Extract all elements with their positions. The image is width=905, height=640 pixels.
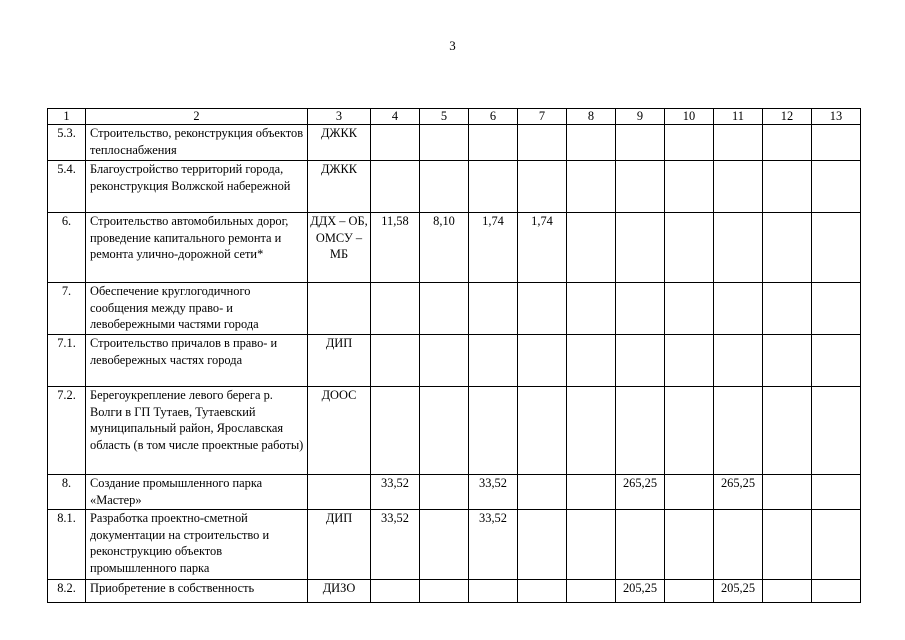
value-cell: 33,52	[469, 475, 518, 510]
value-cell: 33,52	[371, 475, 420, 510]
value-cell	[420, 580, 469, 603]
value-cell	[714, 213, 763, 283]
value-cell	[812, 161, 861, 213]
value-cell	[371, 161, 420, 213]
row-name-cell: Строительство причалов в право- и левобережных частях города	[86, 335, 308, 387]
value-cell	[665, 213, 714, 283]
header-cell: 9	[616, 109, 665, 125]
value-cell	[812, 335, 861, 387]
table-row	[48, 387, 861, 475]
row-name-cell: Разработка проектно-сметной документации на строительство и реконструкцию объектов промышленного парка	[86, 510, 308, 580]
row-org-cell: ДДХ – ОБ, ОМСУ – МБ	[308, 213, 371, 283]
header-cell: 8	[567, 109, 616, 125]
value-cell	[665, 335, 714, 387]
row-name-cell: Создание промышленного парка «Мастер»	[86, 475, 308, 510]
row-name-cell: Берегоукрепление левого берега р. Волги в ГП Тутаев, Тутаевский муниципальный район, Ярославская область (в том числе проектные работы)	[86, 387, 308, 475]
table-row	[48, 125, 861, 161]
value-cell	[665, 580, 714, 603]
table-row	[48, 510, 861, 580]
row-number-cell: 8.1.	[48, 510, 86, 580]
value-cell	[812, 387, 861, 475]
header-cell: 6	[469, 109, 518, 125]
value-cell	[420, 161, 469, 213]
value-cell	[763, 283, 812, 335]
value-cell	[420, 125, 469, 161]
header-cell: 5	[420, 109, 469, 125]
row-name-cell: Строительство автомобильных дорог, проведение капитального ремонта и ремонта улично-дорожной сети*	[86, 213, 308, 283]
value-cell	[518, 510, 567, 580]
value-cell	[420, 335, 469, 387]
value-cell	[763, 161, 812, 213]
value-cell	[420, 283, 469, 335]
table-row	[48, 213, 861, 283]
row-number-cell: 6.	[48, 213, 86, 283]
value-cell	[714, 510, 763, 580]
row-org-cell: ДИЗО	[308, 580, 371, 603]
value-cell	[567, 213, 616, 283]
header-cell: 7	[518, 109, 567, 125]
value-cell	[812, 213, 861, 283]
row-number-cell: 5.3.	[48, 125, 86, 161]
value-cell	[518, 335, 567, 387]
value-cell	[371, 125, 420, 161]
value-cell	[567, 283, 616, 335]
row-name-cell: Строительство, реконструкция объектов теплоснабжения	[86, 125, 308, 161]
value-cell	[469, 161, 518, 213]
value-cell: 205,25	[714, 580, 763, 603]
value-cell	[812, 510, 861, 580]
table-row	[48, 335, 861, 387]
header-cell: 12	[763, 109, 812, 125]
value-cell	[469, 283, 518, 335]
value-cell	[567, 510, 616, 580]
row-number-cell: 8.	[48, 475, 86, 510]
value-cell	[469, 580, 518, 603]
value-cell	[616, 510, 665, 580]
value-cell	[616, 213, 665, 283]
value-cell	[714, 161, 763, 213]
value-cell	[714, 387, 763, 475]
value-cell	[518, 125, 567, 161]
value-cell	[616, 335, 665, 387]
value-cell	[763, 580, 812, 603]
value-cell	[469, 335, 518, 387]
value-cell	[763, 213, 812, 283]
value-cell	[616, 283, 665, 335]
value-cell: 33,52	[371, 510, 420, 580]
table-row	[48, 580, 861, 603]
value-cell	[567, 335, 616, 387]
header-cell: 2	[86, 109, 308, 125]
value-cell	[616, 161, 665, 213]
value-cell	[812, 475, 861, 510]
value-cell	[567, 475, 616, 510]
row-org-cell: ДЖКК	[308, 125, 371, 161]
value-cell	[665, 125, 714, 161]
value-cell	[469, 387, 518, 475]
row-number-cell: 5.4.	[48, 161, 86, 213]
value-cell	[567, 125, 616, 161]
header-cell: 3	[308, 109, 371, 125]
data-table	[47, 108, 861, 603]
value-cell	[665, 283, 714, 335]
header-cell: 10	[665, 109, 714, 125]
page-number: 3	[449, 38, 456, 53]
value-cell: 11,58	[371, 213, 420, 283]
value-cell	[616, 125, 665, 161]
row-name-cell: Благоустройство территорий города, реконструкция Волжской набережной	[86, 161, 308, 213]
row-number-cell: 7.	[48, 283, 86, 335]
value-cell	[567, 580, 616, 603]
value-cell	[567, 387, 616, 475]
value-cell	[518, 387, 567, 475]
value-cell	[812, 283, 861, 335]
row-org-cell: ДИП	[308, 335, 371, 387]
value-cell	[371, 387, 420, 475]
value-cell	[518, 283, 567, 335]
value-cell	[763, 475, 812, 510]
value-cell	[567, 161, 616, 213]
table-body	[48, 109, 861, 603]
value-cell	[665, 161, 714, 213]
value-cell	[420, 475, 469, 510]
value-cell: 265,25	[714, 475, 763, 510]
row-name-cell: Приобретение в собственность	[86, 580, 308, 603]
value-cell	[763, 125, 812, 161]
value-cell	[420, 387, 469, 475]
table-row	[48, 475, 861, 510]
value-cell	[812, 125, 861, 161]
value-cell	[714, 125, 763, 161]
value-cell	[371, 580, 420, 603]
value-cell: 8,10	[420, 213, 469, 283]
value-cell	[714, 283, 763, 335]
value-cell	[371, 283, 420, 335]
row-number-cell: 8.2.	[48, 580, 86, 603]
value-cell	[665, 387, 714, 475]
value-cell	[763, 387, 812, 475]
table-row	[48, 283, 861, 335]
value-cell: 33,52	[469, 510, 518, 580]
row-number-cell: 7.1.	[48, 335, 86, 387]
row-number-cell: 7.2.	[48, 387, 86, 475]
value-cell: 205,25	[616, 580, 665, 603]
value-cell: 1,74	[469, 213, 518, 283]
value-cell	[518, 475, 567, 510]
header-cell: 11	[714, 109, 763, 125]
value-cell	[518, 161, 567, 213]
value-cell	[518, 580, 567, 603]
row-org-cell: ДИП	[308, 510, 371, 580]
row-org-cell: ДООС	[308, 387, 371, 475]
header-cell: 13	[812, 109, 861, 125]
row-org-cell	[308, 283, 371, 335]
value-cell	[665, 510, 714, 580]
table-row	[48, 161, 861, 213]
value-cell	[812, 580, 861, 603]
value-cell: 1,74	[518, 213, 567, 283]
row-org-cell: ДЖКК	[308, 161, 371, 213]
value-cell	[420, 510, 469, 580]
row-org-cell	[308, 475, 371, 510]
value-cell: 265,25	[616, 475, 665, 510]
value-cell	[763, 335, 812, 387]
row-name-cell: Обеспечение круглогодичного сообщения между право- и левобережными частями города	[86, 283, 308, 335]
value-cell	[665, 475, 714, 510]
header-cell: 1	[48, 109, 86, 125]
value-cell	[763, 510, 812, 580]
value-cell	[469, 125, 518, 161]
value-cell	[714, 335, 763, 387]
header-cell: 4	[371, 109, 420, 125]
value-cell	[616, 387, 665, 475]
value-cell	[371, 335, 420, 387]
table-header-row	[48, 109, 861, 125]
